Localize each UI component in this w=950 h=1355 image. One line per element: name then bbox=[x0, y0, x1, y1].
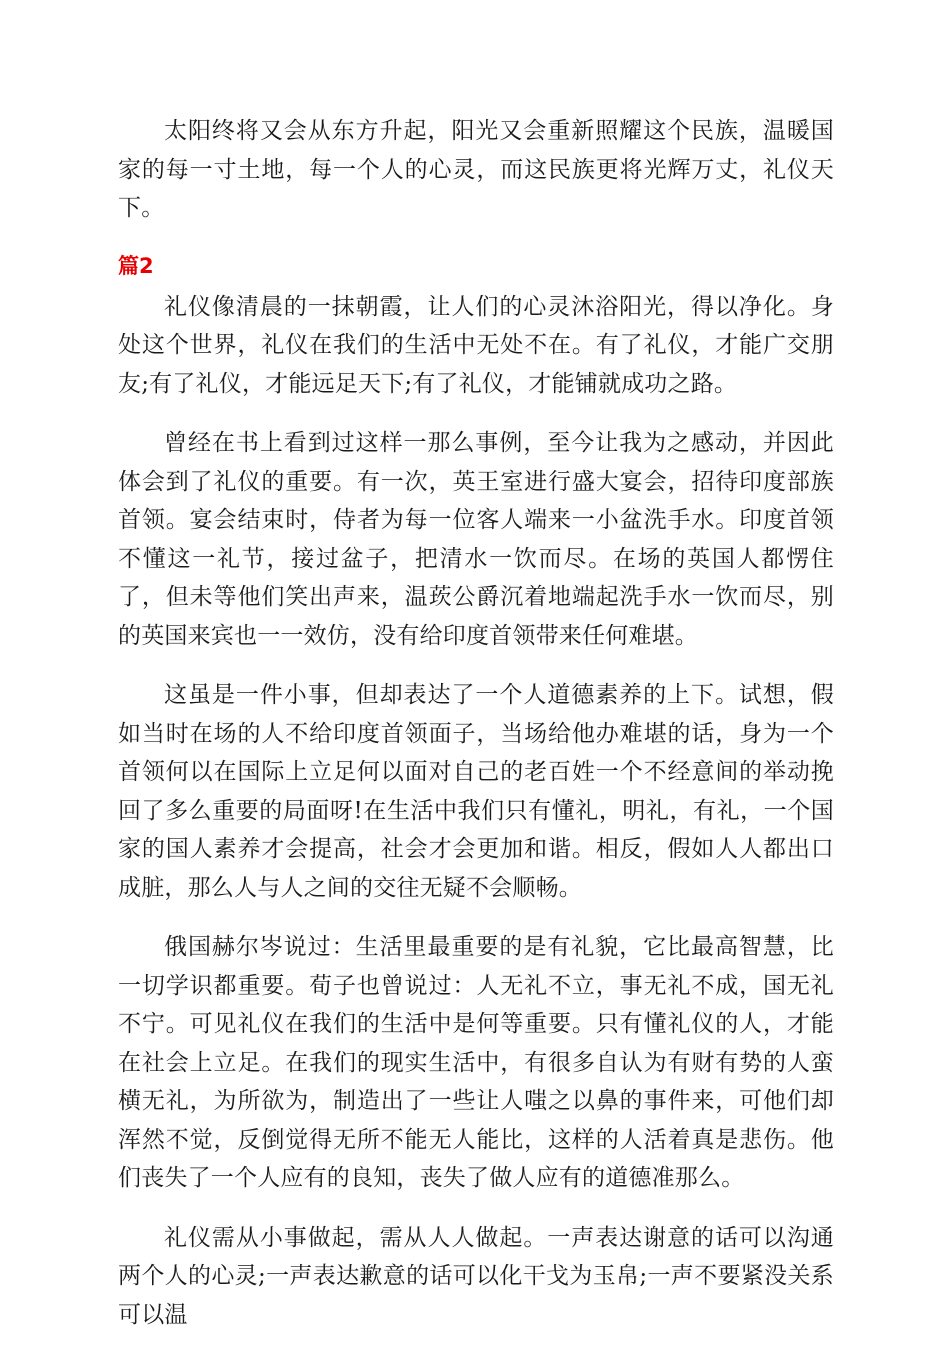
paragraph-1: 礼仪像清晨的一抹朝霞，让人们的心灵沐浴阳光，得以净化。身处这个世界，礼仪在我们的生活中无处不在。有了礼仪，才能广交朋友;有了礼仪，才能远足天下;有了礼仪，才能铺就成功之路。 bbox=[118, 293, 834, 397]
paragraph-4: 俄国赫尔岑说过：生活里最重要的是有礼貌，它比最高智慧，比一切学识都重要。荀子也曾说过：人无礼不立，事无礼不成，国无礼不宁。可见礼仪在我们的生活中是何等重要。只有懂礼仪的人，才能在社会上立足。在我们的现实生活中，有很多自认为有财有势的人蛮横无礼，为所欲为，制造出了一些让人嗤之以鼻的事件来，可他们却浑然不觉，反倒觉得无所不能无人能比，这样的人活着真是悲伤。他们丧失了一个人应有的良知，丧失了做人应有的道德准那么。 bbox=[118, 934, 834, 1191]
section-heading: 篇2 bbox=[118, 253, 154, 278]
paragraph-3: 这虽是一件小事，但却表达了一个人道德素养的上下。试想，假如当时在场的人不给印度首领面子，当场给他办难堪的话，身为一个首领何以在国际上立足何以面对自己的老百姓一个不经意间的举动挽回了多么重要的局面呀!在生活中我们只有懂礼，明礼，有礼，一个国家的国人素养才会提高，社会才会更加和谐。相反，假如人人都出口成脏，那么人与人之间的交往无疑不会顺畅。 bbox=[118, 682, 834, 901]
paragraph-5: 礼仪需从小事做起，需从人人做起。一声表达谢意的话可以沟通两个人的心灵;一声表达歉意的话可以化干戈为玉帛;一声不要紧没关系可以温 bbox=[118, 1224, 834, 1328]
paragraph-2: 曾经在书上看到过这样一那么事例，至今让我为之感动，并因此体会到了礼仪的重要。有一次，英王室进行盛大宴会，招待印度部族首领。宴会结束时，侍者为每一位客人端来一小盆洗手水。印度首领不懂这一礼节，接过盆子，把清水一饮而尽。在场的英国人都愣住了，但未等他们笑出声来，温莰公爵沉着地端起洗手水一饮而尽，别的英国来宾也一一效仿，没有给印度首领带来任何难堪。 bbox=[118, 430, 834, 649]
paragraph-intro: 太阳终将又会从东方升起，阳光又会重新照耀这个民族，温暖国家的每一寸土地，每一个人的心灵，而这民族更将光辉万丈，礼仪天下。 bbox=[118, 118, 834, 221]
document-page bbox=[118, 112, 834, 1355]
